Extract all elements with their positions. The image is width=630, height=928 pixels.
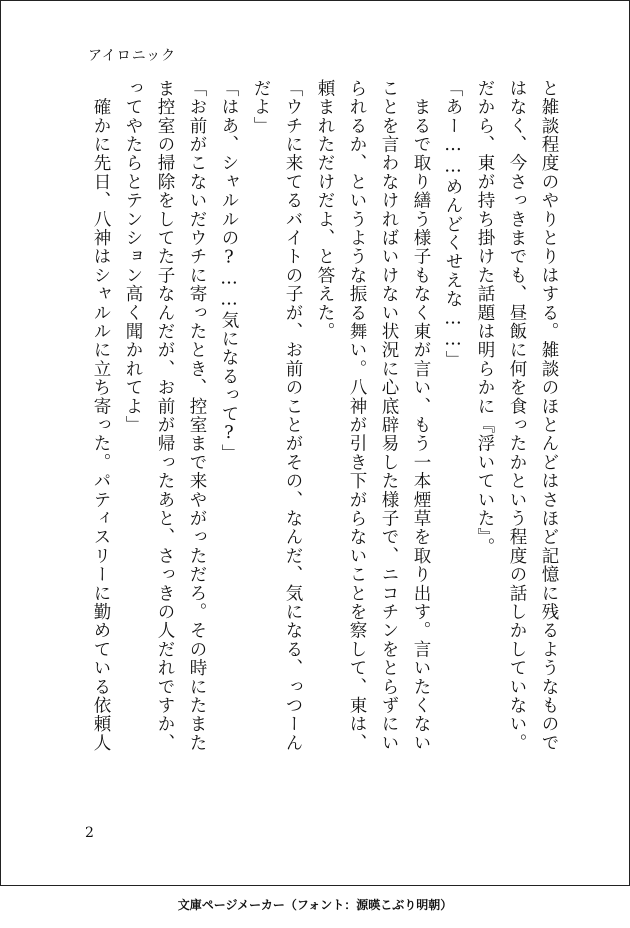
text-column: ことを言わなければいけない状況に心底辟易した様子で、ニコチンをとらずにい — [379, 79, 399, 753]
text-column: ってやたらとテンション高く聞かれてよ」 — [123, 79, 143, 435]
text-column: ま控室の掃除をしてた子なんだが、お前が帰ったあと、さっきの人だれですか、 — [155, 79, 175, 753]
text-column: と雑談程度のやりとりはする。雑談のほとんどはさほど記憶に残るようなもので — [539, 79, 559, 753]
text-column: まるで取り繕う様子もなく東が言い、もう一本煙草を取り出す。言いたくない — [411, 79, 431, 753]
text-column: 頼まれただけだよ、と答えた。 — [315, 79, 335, 341]
vertical-text-block — [81, 79, 561, 799]
text-column: だから、東が持ち掛けた話題は明らかに『浮いていた』。 — [475, 79, 495, 557]
page-number: 2 — [85, 825, 94, 841]
text-column: 確かに先日、八神はシャルルに立ち寄った。パティスリーに勤めている依頼人 — [91, 79, 111, 753]
text-column: 「はあ、シャルルの?……気になるって?」 — [219, 79, 239, 463]
footer-caption: 文庫ページメーカー（フォント：源暎こぶり明朝） — [177, 898, 453, 912]
running-header: アイロニック — [88, 48, 177, 64]
text-column: だよ」 — [251, 79, 271, 136]
text-column: 「あー……めんどくせえな……」 — [443, 79, 463, 370]
text-column: はなく、今さっきまでも、昼飯に何を食ったかという程度の話しかしていない。 — [507, 79, 527, 753]
text-column: 「お前がこないだウチに寄ったとき、控室まで来やがっただろ。その時にたまた — [187, 79, 207, 753]
text-column: 「ウチに来てるバイトの子が、お前のことがその、なんだ、気になる、っつーん — [283, 79, 303, 753]
text-column: られるか、というような振る舞い。八神が引き下がらないことを察して、東は、 — [347, 79, 367, 753]
